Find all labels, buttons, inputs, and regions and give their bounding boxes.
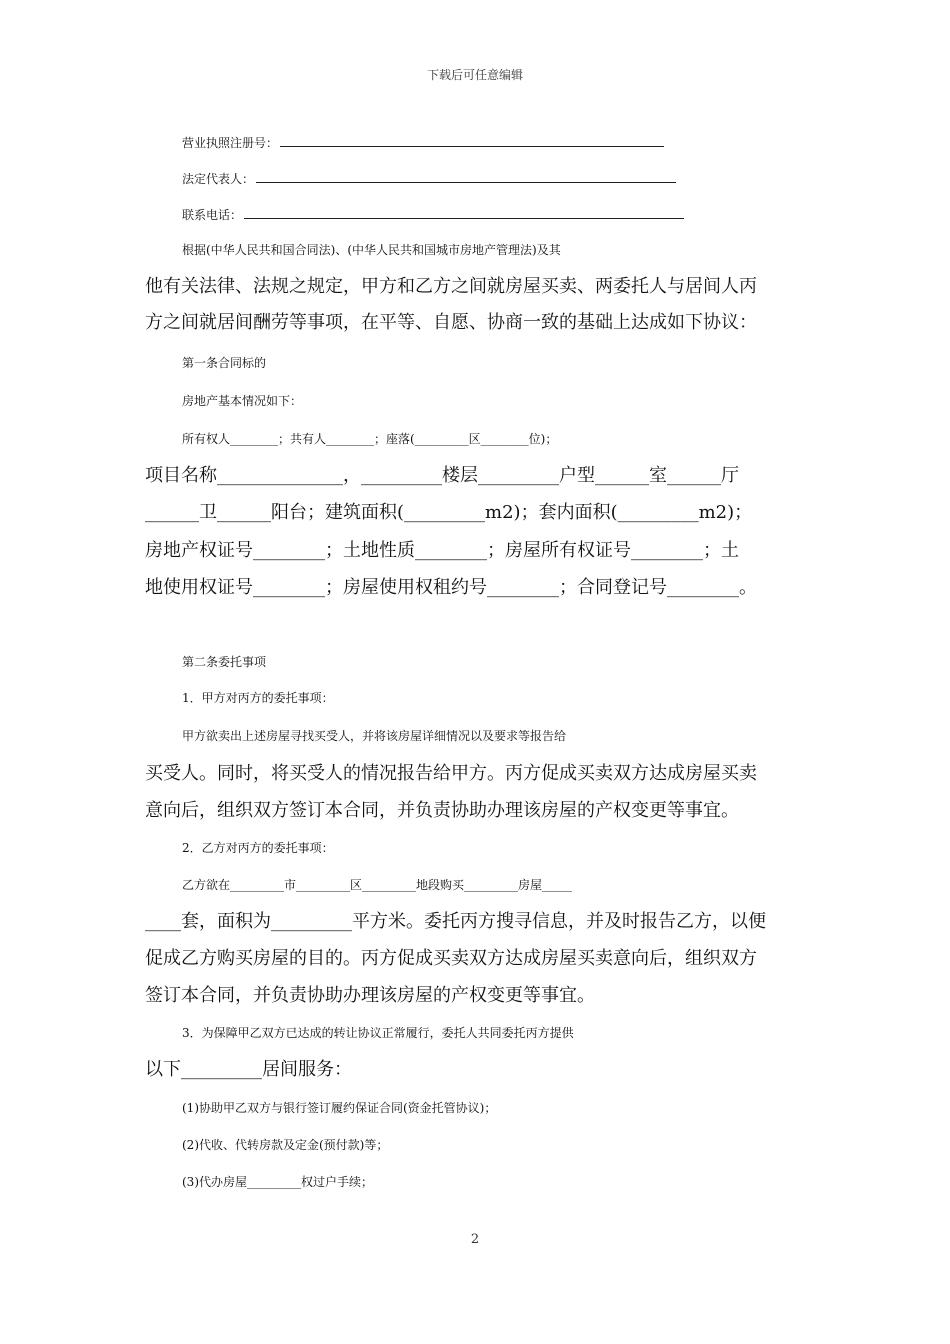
text-line: 根据(中华人民共和国合同法)、(中华人民共和国城市房地产管理法)及其 bbox=[182, 243, 561, 257]
text-line: 房地产权证号________；土地性质________；房屋所有权证号________；土 bbox=[145, 540, 739, 561]
text-line: 地使用权证号________；房屋使用权租约号________；合同登记号________。 bbox=[145, 577, 757, 598]
legal-representative-blank bbox=[256, 166, 676, 183]
text-line: (1)协助甲乙双方与银行签订履约保证合同(资金托管协议)； bbox=[182, 1101, 497, 1115]
section-heading: 第二条委托事项 bbox=[182, 655, 267, 669]
text-line: 签订本合同，并负责协助办理该房屋的产权变更等事宜。 bbox=[145, 985, 595, 1006]
text-line: 他有关法律、法规之规定，甲方和乙方之间就房屋买卖、两委托人与居间人丙 bbox=[145, 276, 757, 297]
text-line: 1．甲方对丙方的委托事项： bbox=[182, 691, 334, 705]
text-line: 意向后，组织双方签订本合同，并负责协助办理该房屋的产权变更等事宜。 bbox=[145, 800, 739, 821]
phone-blank bbox=[244, 202, 684, 219]
phone-field bbox=[182, 202, 852, 227]
text-line: 3．为保障甲乙双方已达成的转让协议正常履行，委托人共同委托丙方提供 bbox=[182, 1026, 574, 1040]
page-header: 下载后可任意编辑 bbox=[426, 68, 523, 82]
text-line: 房地产基本情况如下： bbox=[182, 394, 303, 408]
legal-representative-field bbox=[182, 166, 852, 191]
text-line: ______卫______阳台；建筑面积(_________m2)；套内面积(_________m2)； bbox=[145, 502, 753, 523]
text-line: 以下_________居间服务： bbox=[145, 1059, 352, 1080]
section-heading: 第一条合同标的 bbox=[182, 356, 267, 370]
text-line: 所有权人________；共有人________；座落(_________区________位)； bbox=[182, 432, 558, 446]
text-line: (2)代收、代转房款及定金(预付款)等； bbox=[182, 1138, 389, 1152]
text-line: (3)代办房屋_________权过户手续； bbox=[182, 1175, 373, 1189]
text-line: 买受人。同时，将买受人的情况报告给甲方。丙方促成买卖双方达成房屋买卖 bbox=[145, 763, 757, 784]
text-line: ____套，面积为_________平方米。委托丙方搜寻信息，并及时报告乙方，以便 bbox=[145, 911, 766, 932]
registration-number-label: 营业执照注册号： bbox=[182, 136, 279, 150]
text-line: 甲方欲卖出上述房屋寻找买受人，并将该房屋详细情况以及要求等报告给 bbox=[182, 729, 567, 743]
legal-representative-label: 法定代表人： bbox=[182, 172, 255, 186]
registration-number-field bbox=[182, 130, 852, 155]
page-number: 2 bbox=[470, 1232, 480, 1247]
text-line: 促成乙方购买房屋的目的。丙方促成买卖双方达成房屋买卖意向后，组织双方 bbox=[145, 948, 757, 969]
registration-number-blank bbox=[280, 130, 664, 147]
text-line: 乙方欲在_________市_________区_________地段购买_________房屋_____ bbox=[182, 878, 573, 892]
text-line: 项目名称______________，_________楼层_________户型______室______厅 bbox=[145, 465, 739, 486]
phone-label: 联系电话： bbox=[182, 208, 243, 222]
text-line: 方之间就居间酬劳等事项，在平等、自愿、协商一致的基础上达成如下协议： bbox=[145, 312, 757, 333]
text-line: 2．乙方对丙方的委托事项： bbox=[182, 841, 334, 855]
